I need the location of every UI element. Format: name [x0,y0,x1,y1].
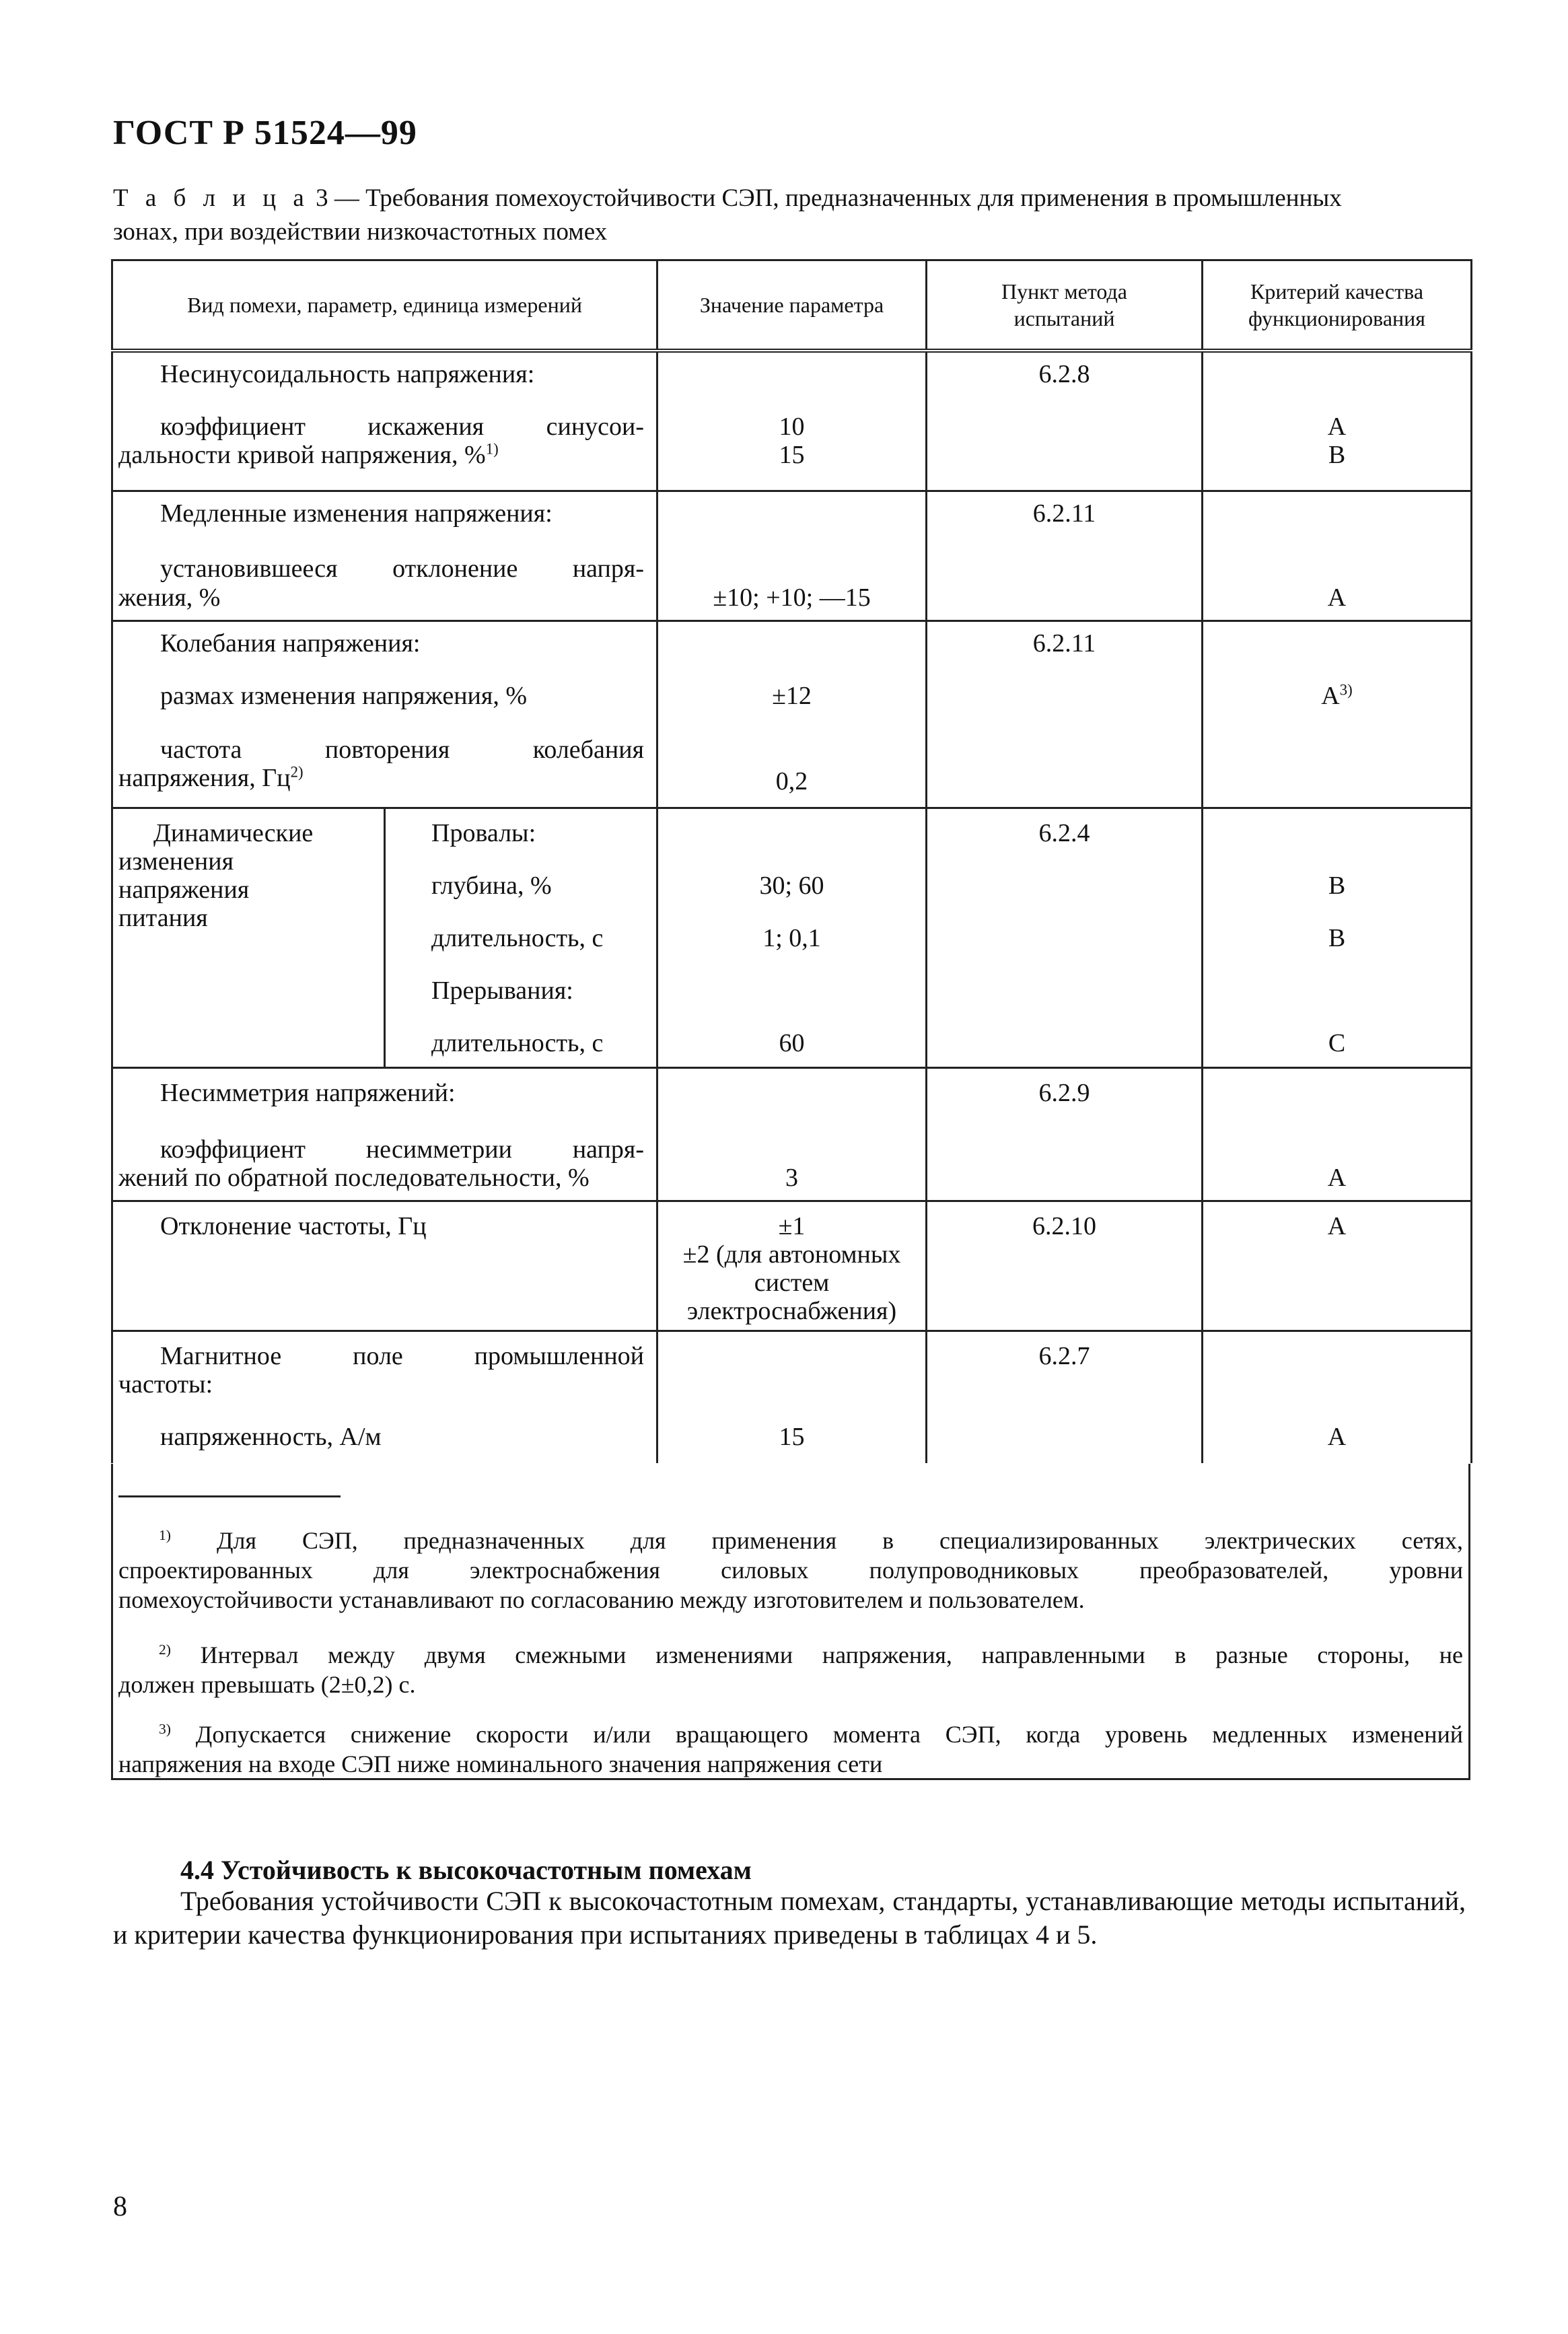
param-value: 15 [779,1423,805,1451]
criterion: A [1327,1423,1347,1451]
header-performance-criterion: Критерий качества функционирования [1203,260,1472,351]
criterion: B [1328,872,1346,900]
row-title: Медленные изменения напряжения: [160,499,553,528]
param-value: 10 [779,413,805,441]
row-title: Колебания напряжения: [160,629,421,658]
row-param-line: размах изменения напряжения, % [160,682,528,710]
row-title: Отклонение частоты, Гц [160,1212,427,1240]
test-clause: 6.2.10 [1032,1212,1097,1240]
param-value: 15 [779,441,805,469]
table-row-frequency-deviation [112,1201,1472,1331]
header-test-clause: Пункт метода испытаний [927,260,1203,351]
footnote-ref: 3) [1339,681,1353,699]
footnote-separator [118,1495,341,1497]
criterion: $A^{3)}$ [1321,681,1353,710]
row-param-line: напряжения, $Гц^{2)}$ [118,763,304,792]
section-title: 4.4 Устойчивость к высокочастотным помехам [180,1855,752,1885]
criterion: A [1327,1212,1347,1240]
footnote-2: $^{2)}$ Интервал между двумя смежными изменениями напряжения, направленными в разные стороны, не должен превышать (2±0,2) с. [118,1641,1464,1698]
row-param-line: коэффициент искажения синусои- [160,413,645,441]
table-row-magnetic-field [112,1331,1472,1464]
param-value: 0,2 [775,767,808,795]
row-title-line: частоты: [118,1370,213,1399]
test-clause: 6.2.8 [1038,360,1090,388]
table-caption [113,182,1466,249]
param-value: 1; 0,1 [762,924,821,952]
criterion: B [1328,441,1346,469]
requirements-table [111,259,1470,1463]
param-value: ±12 [772,682,812,710]
param-value-line: электроснабжения) [686,1297,897,1325]
caption-text-line2: зонах, при воздействии низкочастотных помех [113,218,608,246]
criterion: A [1327,413,1347,441]
test-clause: 6.2.7 [1038,1342,1090,1370]
param-value: ±10; +10; —15 [713,584,871,612]
row-title: Несинусоидальность напряжения: [160,360,535,388]
param-value-line: систем [754,1269,830,1297]
row-param-line: коэффициент несимметрии напря- [160,1135,645,1164]
footnote-3: $^{3)}$ Допускается снижение скорости и/или вращающего момента СЭП, когда уровень медленных изменений напряжения на входе СЭП ниже номинального значения напряжения сети [118,1721,1463,1777]
left-label-line: изменения [118,847,234,876]
test-clause: 6.2.4 [1038,819,1090,847]
header-parameter-value: Значение параметра [657,260,927,351]
header-disturbance-type: Вид помехи, параметр, единица измерений [112,260,657,351]
criterion: B [1328,924,1346,952]
sub-title: Провалы: [431,819,536,847]
test-clause: 6.2.9 [1038,1079,1090,1107]
left-label-line: Динамические [153,819,314,847]
row-title: Несимметрия напряжений: [160,1079,456,1107]
left-label-line: питания [118,904,208,932]
table-row-nonsinusoidality [112,351,1472,491]
footnote-ref: 1) [485,440,499,458]
table-header-row [112,260,1472,351]
param-value-line: ±2 (для автономных [682,1240,901,1269]
row-param-line: длительность, с [431,1029,604,1057]
sub-title: Прерывания: [431,977,573,1005]
table-row-slow-voltage-changes [112,491,1472,621]
footnotes-box [111,1464,1470,1780]
criterion: A [1327,1164,1347,1192]
criterion: A [1327,584,1347,612]
param-value: 3 [785,1164,799,1192]
left-label-line: напряжения [118,876,250,904]
param-value: ±1 [778,1212,806,1240]
row-param-line: частота повторения колебания [160,736,645,764]
table-row-dynamic-changes [112,808,1472,1068]
row-param-line: напряженность, А/м [160,1423,382,1451]
row-param-line: установившееся отклонение напря- [160,555,645,583]
caption-text-line1: 3 — Требования помехоустойчивости СЭП, предназначенных для применения в промышленных [316,184,1342,212]
test-clause: 6.2.11 [1032,499,1096,528]
param-value: 60 [779,1029,805,1057]
page-number: 8 [113,2191,127,2222]
criterion: C [1328,1029,1346,1057]
row-param-line: жения, % [118,584,221,612]
footnote-ref: 2) [290,763,304,781]
row-title: Магнитное поле промышленной [160,1342,645,1370]
row-param-line: дальности кривой напряжения, %$^{1)}$ [118,440,499,469]
table-row-voltage-fluctuations [112,621,1472,808]
row-param-line: глубина, % [431,872,552,900]
param-value: 30; 60 [759,872,824,900]
row-param-line: жений по обратной последовательности, % [118,1164,590,1192]
document-header: ГОСТ Р 51524—99 [113,114,417,152]
section-body: Требования устойчивости СЭП к высокочастотным помехам, стандарты, устанавливающие методы испытаний, и критерии качества функционирования при испытаниях приведены в таблицах 4 и 5. [113,1886,1466,1950]
row-param-line: длительность, с [431,924,604,952]
test-clause: 6.2.11 [1032,629,1096,658]
footnote-1: $^{1)}$ Для СЭП, предназначенных для применения в специализированных электрических сетях, спроектированных для электроснабжения силовых полупроводниковых преобразователей, уровни помехоустойчивости устанавливают по согласованию между изготовителем и пользователем. [118,1527,1463,1613]
caption-label: Т а б л и ц а [113,184,310,212]
table-row-voltage-unbalance [112,1068,1472,1201]
